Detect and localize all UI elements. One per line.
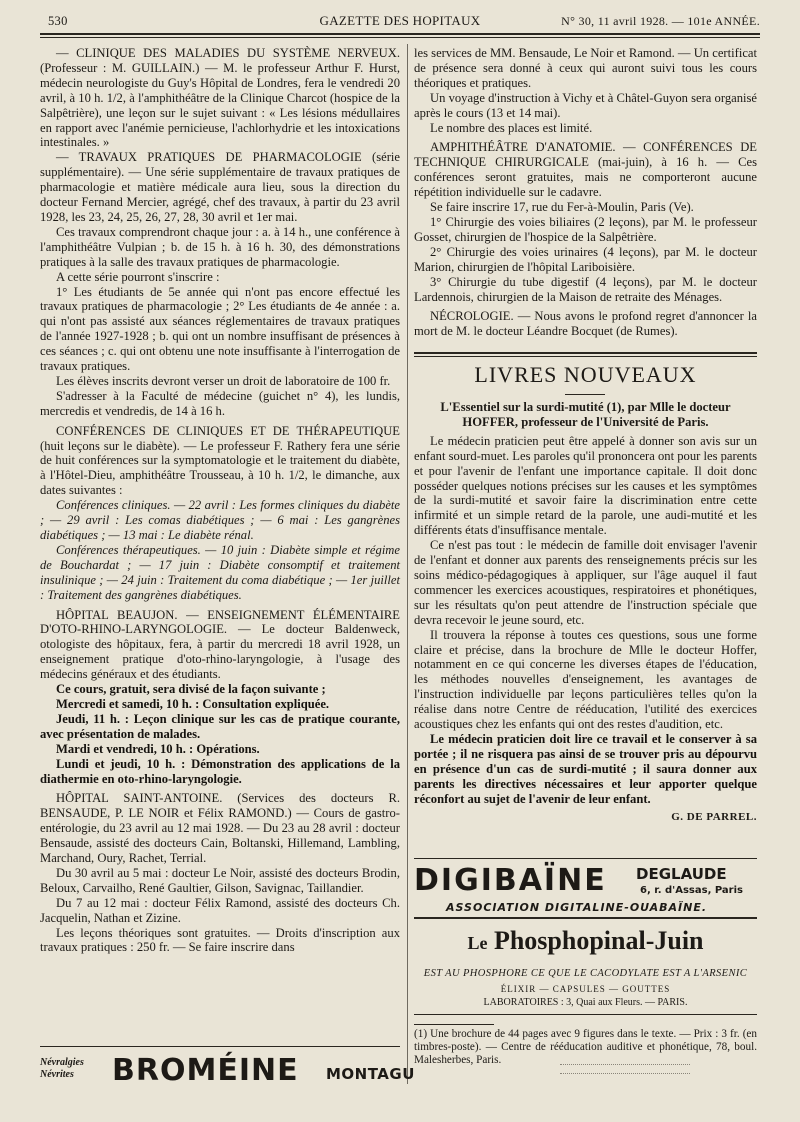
paragraph-saint-antoine: HÔPITAL SAINT-ANTOINE. (Services des docteurs R. BENSAUDE, P. LE NOIR et Félix RAMOND.) — Cours de gastro-entérologie, du 23 avril au 12 mai 1928. — Du 23 au 28 avril : docteur Bensaude, assisté des docteurs Cain, Boltanski, Hillemand, Lambling, Marchand, Oury, Rachet, Terrial. <box>40 791 400 866</box>
issue-date: N° 30, 11 avril 1928. — 101e ANNÉE. <box>561 14 760 28</box>
review-paragraph: Le médecin praticien doit lire ce travail et le conserver à sa portée ; il ne risquera pas ainsi de se trouver pris au dépourvu en présence d'un cas de surdi-mutité ; il saura donner aux parents les directives nécessaires et leur apporter quelque réconfort au sujet de l'avenir de leur enfant. <box>414 731 757 806</box>
footnote: (1) Une brochure de 44 pages avec 9 figures dans le texte. — Prix : 3 fr. (en timbres-poste). — Centre de rééducation auditive et phonétique, 78, boul. Malesherbes, Paris. <box>414 1028 757 1066</box>
paragraph-digestif: 3° Chirurgie du tube digestif (4 leçons), par M. le docteur Lardennois, chirurgien de la Maison de retraite des Ménages. <box>414 274 757 304</box>
paragraph-conf-cliniques: Conférences cliniques. — 22 avril : Les formes cliniques du diabète ; — 29 avril : Les comas diabétiques ; — 6 mai : Les gangrènes diabétiques ; — 13 mai : Le diabète rénal. <box>40 498 400 542</box>
phosphopinal-name: Phosphopinal-Juin <box>493 926 704 955</box>
digibaine-advertisement <box>414 858 757 919</box>
phosphopinal-advertisement <box>414 922 757 1015</box>
bromeine-advertisement <box>40 1046 415 1095</box>
paragraph-pharmacologie: — TRAVAUX PRATIQUES DE PHARMACOLOGIE (série supplémentaire). — Une série supplémentaire de travaux pratiques de pharmacologie et matière médicale aura lieu, sous la direction du docteur Fernand Mercier, agrégé, chef des travaux, à partir du 23 avril 1928, les 23, 24, 25, 26, 27, 28, 30 avril et 1er mai. <box>40 150 400 224</box>
paragraph-inscription: A cette série pourront s'inscrire : <box>56 269 220 284</box>
review-paragraph: Le médecin praticien peut être appelé à donner son avis sur un enfant sourd-muet. Les paroles qu'il prononcera ont pour les parents et pour l'avenir de l'enfant une importance capitale. Il doit donc posséder quelques notions précises sur les causes et les symptômes de la surdi-mutité et savoir faire la discrimination entre cette infirmité et un simple retard de la parole, une audi-mutité et les différents états d'insuffisance mentale. <box>414 433 757 538</box>
running-header <box>40 10 760 32</box>
bromeine-indication-1: Névralgies <box>40 1057 84 1068</box>
right-column <box>414 46 757 339</box>
paragraph-mardi: Mardi et vendredi, 10 h. : Opérations. <box>56 741 260 756</box>
paragraph-conferences-cliniques: CONFÉRENCES DE CLINIQUES ET DE THÉRAPEUTIQUE (huit leçons sur le diabète). — Le professeur F. Rathery fera une série de huit conférences sur la symptomatologie et le traitement du diabète, à l'Hôtel-Dieu, amphithéâtre Trousseau, à 10 h. 1/2, le dimanche, aux dates suivantes : <box>40 423 400 498</box>
paragraph-travaux: Ces travaux comprendront chaque jour : a. à 14 h., une conférence à l'amphithéâtre Vulpian ; b. de 15 h. à 16 h. 30, des démonstrations pratiques à la salle des travaux pratiques de pharmacologie. <box>40 224 400 269</box>
paragraph-services: les services de MM. Bensaude, Le Noir et Ramond. — Un certificat de présence sera donné à ceux qui auront suivi tous les cours théoriques et pratiques. <box>414 46 757 90</box>
paragraph-droit: Les élèves inscrits devront verser un droit de laboratoire de 100 fr. <box>56 373 391 388</box>
phosphopinal-brand <box>414 926 757 956</box>
bromeine-brand: BROMÉINE <box>112 1053 299 1088</box>
paragraph-adresser: S'adresser à la Faculté de médecine (guichet n° 4), les lundis, mercredis et vendredis, de 14 à 16 h. <box>40 388 400 418</box>
left-column <box>40 46 400 955</box>
paragraph-jeudi: Jeudi, 11 h. : Leçon clinique sur les cas de pratique courante, avec présentation de malades. <box>40 711 400 741</box>
paragraph-necrologie: NÉCROLOGIE. — Nous avons le profond regret d'annoncer la mort de M. le docteur Léandre Bocquet (de Rumes). <box>414 309 757 339</box>
bromeine-maker: MONTAGU <box>326 1065 415 1083</box>
header-rule <box>40 33 760 38</box>
review-title: L'Essentiel sur la surdi-mutité (1), par Mlle le docteur HOFFER, professeur de l'Université de Paris. <box>440 400 731 429</box>
phosphopinal-forms: ÉLIXIR — CAPSULES — GOUTTES <box>500 984 671 994</box>
paragraph-le-noir: Du 30 avril au 5 mai : docteur Le Noir, assisté des docteurs Brodin, Beloux, Carvailho, René Gaultier, Gilson, Savignac, Taillandier. <box>40 865 400 895</box>
paragraph-beaujon: HÔPITAL BEAUJON. — ENSEIGNEMENT ÉLÉMENTAIRE D'OTO-RHINO-LARYNGOLOGIE. — Le docteur Baldenweck, otologiste des hôpitaux, fera, à partir du mercredi 18 avril 1928, un enseignement pratique d'oto-rhino-laryngologie, à l'usage des médecins généraux et des étudiants. <box>40 607 400 682</box>
digibaine-association: ASSOCIATION DIGITALINE-OUABAÏNE. <box>446 901 708 914</box>
paragraph-cours-gratuit: Ce cours, gratuit, sera divisé de la façon suivante ; <box>56 682 326 697</box>
paragraph-voyage: Un voyage d'instruction à Vichy et à Châtel-Guyon sera organisé après le cours (13 et 14 mai). <box>414 90 757 120</box>
paragraph-faire-inscrire: Se faire inscrire 17, rue du Fer-à-Moulin, Paris (Ve). <box>430 200 694 215</box>
paragraph-biliaires: 1° Chirurgie des voies biliaires (2 leçons), par M. le professeur Gosset, chirurgien de l'hospice de la Salpêtrière. <box>414 214 757 244</box>
library-stamp <box>560 1064 690 1074</box>
phosphopinal-claim: EST AU PHOSPHORE CE QUE LE CACODYLATE EST A L'ARSENIC <box>423 968 748 979</box>
paragraph-mercredi: Mercredi et samedi, 10 h. : Consultation expliquée. <box>56 696 330 711</box>
paragraph-anatomie: AMPHITHÉÂTRE D'ANATOMIE. — CONFÉRENCES DE TECHNIQUE CHIRURGICALE (mai-juin), à 16 h. — Ces conférences seront gratuites, mais ne comporteront aucune répétition individuelle sur le cadavre. <box>414 140 757 200</box>
bromeine-indication-2: Névrites <box>40 1069 74 1080</box>
section-title-underline <box>565 394 605 395</box>
paragraph-lecons: Les leçons théoriques sont gratuites. — Droits d'inscription aux travaux pratiques : 250 fr. — Se faire inscrire dans <box>40 925 400 955</box>
paragraph-clinique-nerveux: — CLINIQUE DES MALADIES DU SYSTÈME NERVEUX. (Professeur : M. GUILLAIN.) — M. le professeur Arthur F. Hurst, médecin neurologiste du Guy's Hôpital de Londres, fera le vendredi 20 avril, à 10 h. 1/2, à l'amphithéâtre de la Clinique Charcot (hospice de la Salpêtrière), une leçon sur le sujet suivant : « Les lésions médullaires en rapport avec l'anémie pernicieuse, l'achlorhydrie et les intoxications intestinales. » <box>40 46 400 150</box>
paragraph-lundi: Lundi et jeudi, 10 h. : Démonstration des applications de la diathermie en oto-rhino-laryngologie. <box>40 756 400 786</box>
paragraph-urinaires: 2° Chirurgie des voies urinaires (4 leçons), par M. le docteur Marion, chirurgien de l'hôpital Lariboisière. <box>414 244 757 274</box>
section-title-livres: LIVRES NOUVEAUX <box>474 362 697 387</box>
phosphopinal-prefix: Le <box>467 933 488 953</box>
book-review <box>414 400 757 825</box>
journal-title: GAZETTE DES HOPITAUX <box>319 13 481 28</box>
review-signature: G. DE PARREL. <box>671 811 757 824</box>
digibaine-brand: DIGIBAÏNE <box>414 863 607 898</box>
paragraph-etudiants: 1° Les étudiants de 5e année qui n'ont pas encore effectué les travaux pratiques de pharmacologie ; 2° Les étudiants de 4e année : a. qui n'ont pas assisté aux séances réglementaires de travaux pratiques de l'année 1927-1928 ; b. qui ont un nombre insuffisant de présences à ces séances ; c. qui ont obtenu une note insuffisante à l'interrogation de travaux pratiques. <box>40 284 400 374</box>
phosphopinal-laboratory: LABORATOIRES : 3, Quai aux Fleurs. — PARIS. <box>483 997 688 1008</box>
review-paragraph: Il trouvera la réponse à toutes ces questions, sous une forme claire et précise, dans la brochure de Mlle le docteur Hoffer, notamment en ce qui concerne les diverses étapes de l'éducation, les méthodes nouvelles d'enseignement, les avantages de l'instruction individuelle par leçons particulières telles qu'on la réalise dans notre Centre de rééducation, l'utilité des exercices acoustiques chez les enfants qui ont des restes d'audition, etc. <box>414 627 757 732</box>
footnote-rule <box>414 1024 494 1025</box>
section-rule-top-thin <box>414 356 757 357</box>
column-divider <box>407 44 408 1084</box>
bromeine-indications <box>40 1057 84 1081</box>
page-number: 530 <box>48 14 68 28</box>
paragraph-places: Le nombre des places est limité. <box>430 120 593 135</box>
paragraph-conf-therapeutiques: Conférences thérapeutiques. — 10 juin : Diabète simple et régime de Bouchardat ; — 17 juin : Diabète consomptif et traitement insulinique ; — 24 juin : Traitement du coma diabétique ; — 1er juillet : Traitement des gangrènes diabétiques. <box>40 542 400 602</box>
digibaine-address: 6, r. d'Assas, Paris <box>640 885 743 896</box>
review-paragraph: Ce n'est pas tout : le médecin de famille doit envisager l'avenir de l'enfant et donner aux parents des renseignements précis sur les soins médico-pédagogiques à appliquer, sur l'âge auquel il faut commencer les exercices acoustiques, respiratoires et phonétiques, sur les résultats qu'on peut attendre de l'instruction spéciale que devra recevoir le jeune sourd, etc. <box>414 538 757 627</box>
digibaine-maker: DEGLAUDE <box>636 865 727 883</box>
section-rule-top <box>414 352 757 354</box>
paragraph-ramond: Du 7 au 12 mai : docteur Félix Ramond, assisté des docteurs Ch. Jacquelin, Nathan et Zizine. <box>40 895 400 925</box>
